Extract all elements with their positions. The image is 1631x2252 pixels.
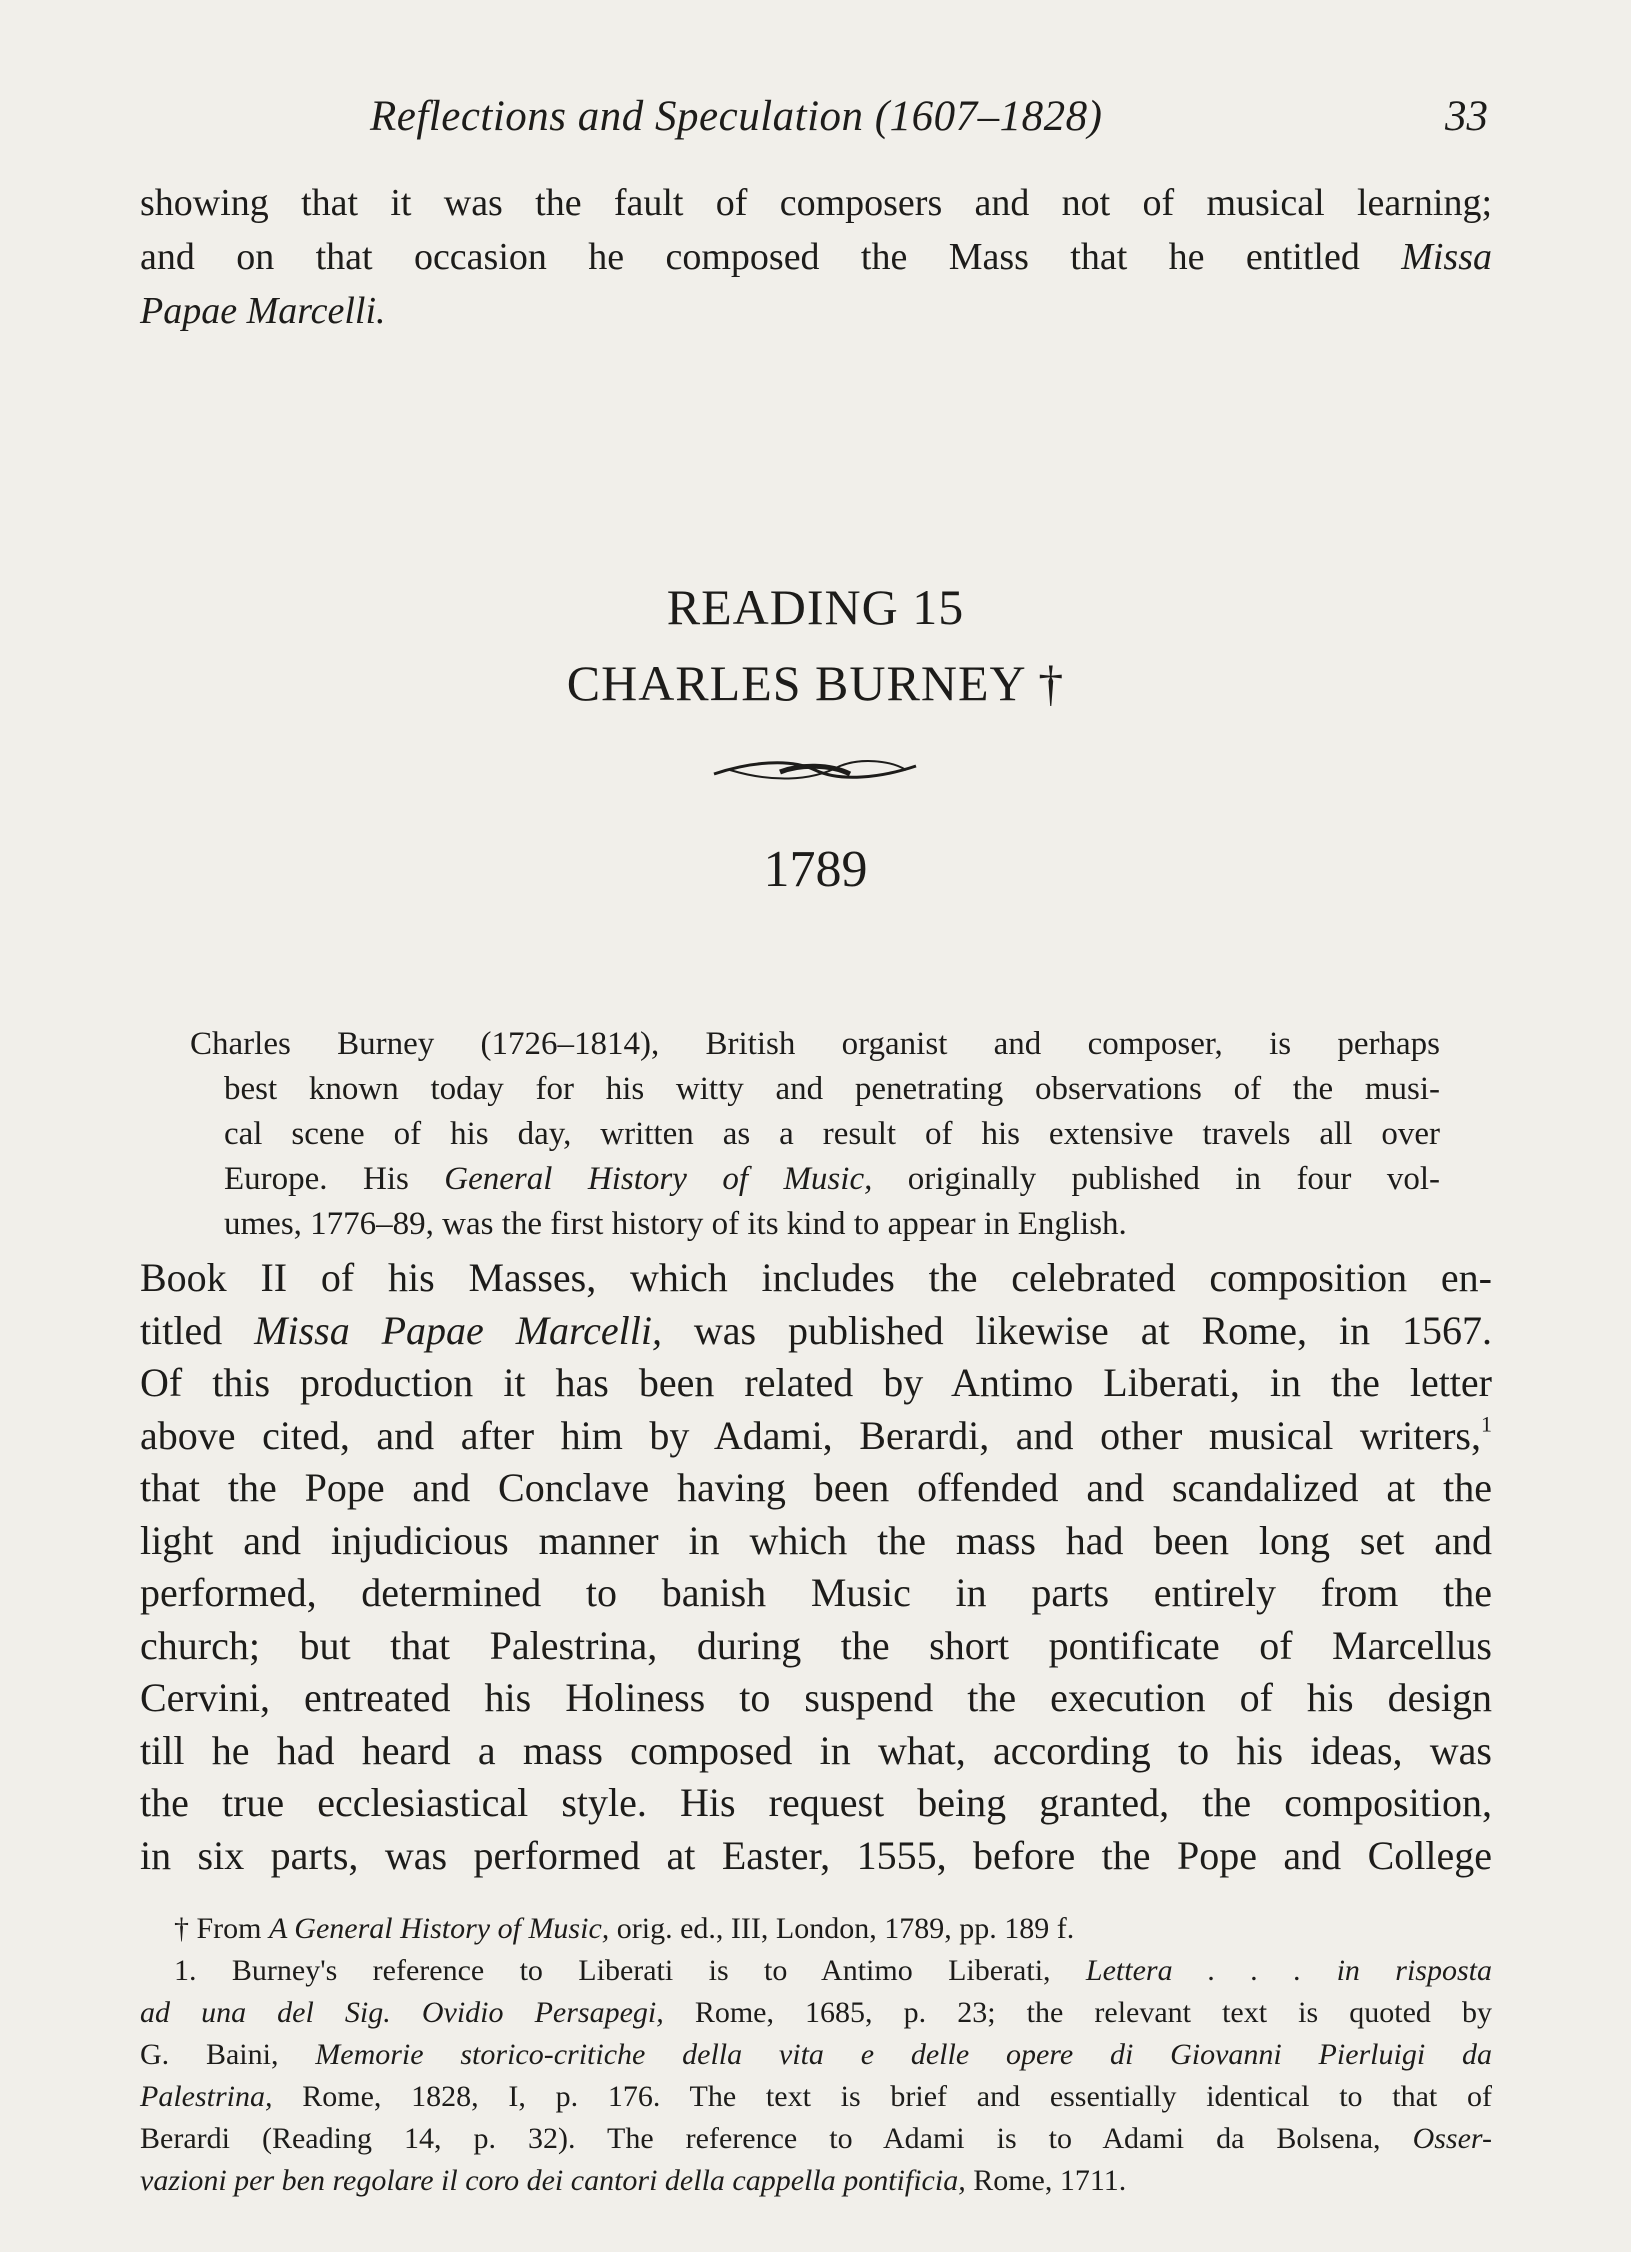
running-head (140, 92, 1492, 152)
text-line: Book II of his Masses, which includes the celebrated composition en- (140, 1255, 1492, 1300)
text-span: and on that occasion he composed the Mass that he entitled (140, 236, 1360, 278)
text-line: Of this production it has been related by Antimo Liberati, in the letter (140, 1360, 1492, 1405)
text-span: was published likewise at Rome, in 1567. (693, 1307, 1492, 1353)
footnote-line (140, 2034, 1492, 2076)
text-span: Europe. His (224, 1161, 409, 1197)
text-line (190, 1157, 1440, 1202)
text-line: performed, determined to banish Music in parts entirely from the (140, 1570, 1492, 1615)
text-span: 1. Burney's reference to Liberati is to Antimo Liberati, (174, 1954, 1051, 1987)
text-line: in six parts, was performed at Easter, 1555, before the Pope and College (140, 1832, 1492, 1878)
reading-number: READING 15 (666, 579, 965, 635)
text-span: originally published in four vol- (907, 1161, 1441, 1197)
text-span: Rome, 1828, I, p. 176. The text is brief and essentially identical to that of (302, 2080, 1492, 2113)
continued-paragraph (140, 176, 1492, 338)
ornament-flourish-icon (710, 752, 920, 788)
italic-text: Osser- (1412, 2122, 1492, 2155)
italic-text: ad una del Sig. Ovidio Persapegi, (140, 1996, 664, 2029)
italic-text: General History of Music, (444, 1161, 873, 1197)
text-line (140, 1410, 1492, 1463)
italic-text: Palestrina, (140, 2080, 273, 2113)
text-span: Rome, 1711. (973, 2164, 1127, 2197)
text-line: showing that it was the fault of composers and not of musical learning; (140, 182, 1492, 224)
footnote-line (140, 2118, 1492, 2160)
text-line: Cervini, entreated his Holiness to suspend the execution of his design (140, 1675, 1492, 1720)
text-line: the true ecclesiastical style. His request being granted, the composition, (140, 1780, 1492, 1825)
text-line: best known today for his witty and penetrating observations of the musi- (224, 1071, 1440, 1107)
source-footnote (140, 1908, 1492, 1950)
italic-text: vazioni per ben regolare il coro dei cantori della cappella pontificia, (140, 2164, 966, 2197)
text-line (140, 230, 1492, 284)
text-line: till he had heard a mass composed in what, according to his ideas, was (140, 1727, 1492, 1773)
text-span: orig. ed., III, London, 1789, pp. 189 f. (616, 1912, 1075, 1945)
text-line: church; but that Palestrina, during the short pontificate of Marcellus (140, 1622, 1492, 1668)
footnote-line (140, 2076, 1492, 2118)
text-line: that the Pope and Conclave having been offended and scandalized at the (140, 1465, 1492, 1510)
introduction-paragraph (190, 1022, 1440, 1247)
text-span: above cited, and after him by Adami, Berardi, and other musical writers, (140, 1412, 1481, 1458)
footnote-line (140, 1950, 1492, 1992)
italic-text: Missa (1401, 236, 1493, 278)
text-span: titled (140, 1307, 223, 1353)
italic-text: Memorie storico-critiche della vita e delle opere di Giovanni Pierluigi da (315, 2038, 1492, 2071)
main-text (140, 1252, 1492, 1882)
footnote-line (140, 1992, 1492, 2034)
text-span: Berardi (Reading 14, p. 32). The reference to Adami is to Adami da Bolsena, (140, 2122, 1381, 2155)
page-number: 33 (1445, 93, 1488, 140)
text-span: G. Baini, (140, 2038, 279, 2071)
italic-text: Lettera . . . in risposta (1085, 1954, 1492, 1987)
text-span: † From (174, 1912, 262, 1945)
footnote-ref[interactable]: 1 (1481, 1410, 1492, 1436)
text-line: cal scene of his day, written as a result of his extensive travels all over (224, 1116, 1440, 1152)
running-head-title: Reflections and Speculation (1607–1828) (370, 93, 1103, 140)
text-line: umes, 1776–89, was the first history of its kind to appear in English. (224, 1206, 1127, 1242)
footnote-line (140, 2160, 1492, 2202)
italic-text: A General History of Music, (269, 1912, 610, 1945)
reading-year: 1789 (763, 841, 868, 898)
text-line: light and injudicious manner in which the mass had been long set and (140, 1517, 1492, 1563)
reading-author: CHARLES BURNEY † (566, 655, 1065, 711)
text-line: Charles Burney (1726–1814), British organist and composer, is perhaps (190, 1026, 1440, 1062)
italic-text: Missa Papae Marcelli, (254, 1307, 662, 1353)
text-line (140, 1305, 1492, 1358)
text-span: Rome, 1685, p. 23; the relevant text is quoted by (694, 1996, 1492, 2029)
text-line: Papae Marcelli. (140, 290, 386, 332)
footnotes (140, 1908, 1492, 2202)
